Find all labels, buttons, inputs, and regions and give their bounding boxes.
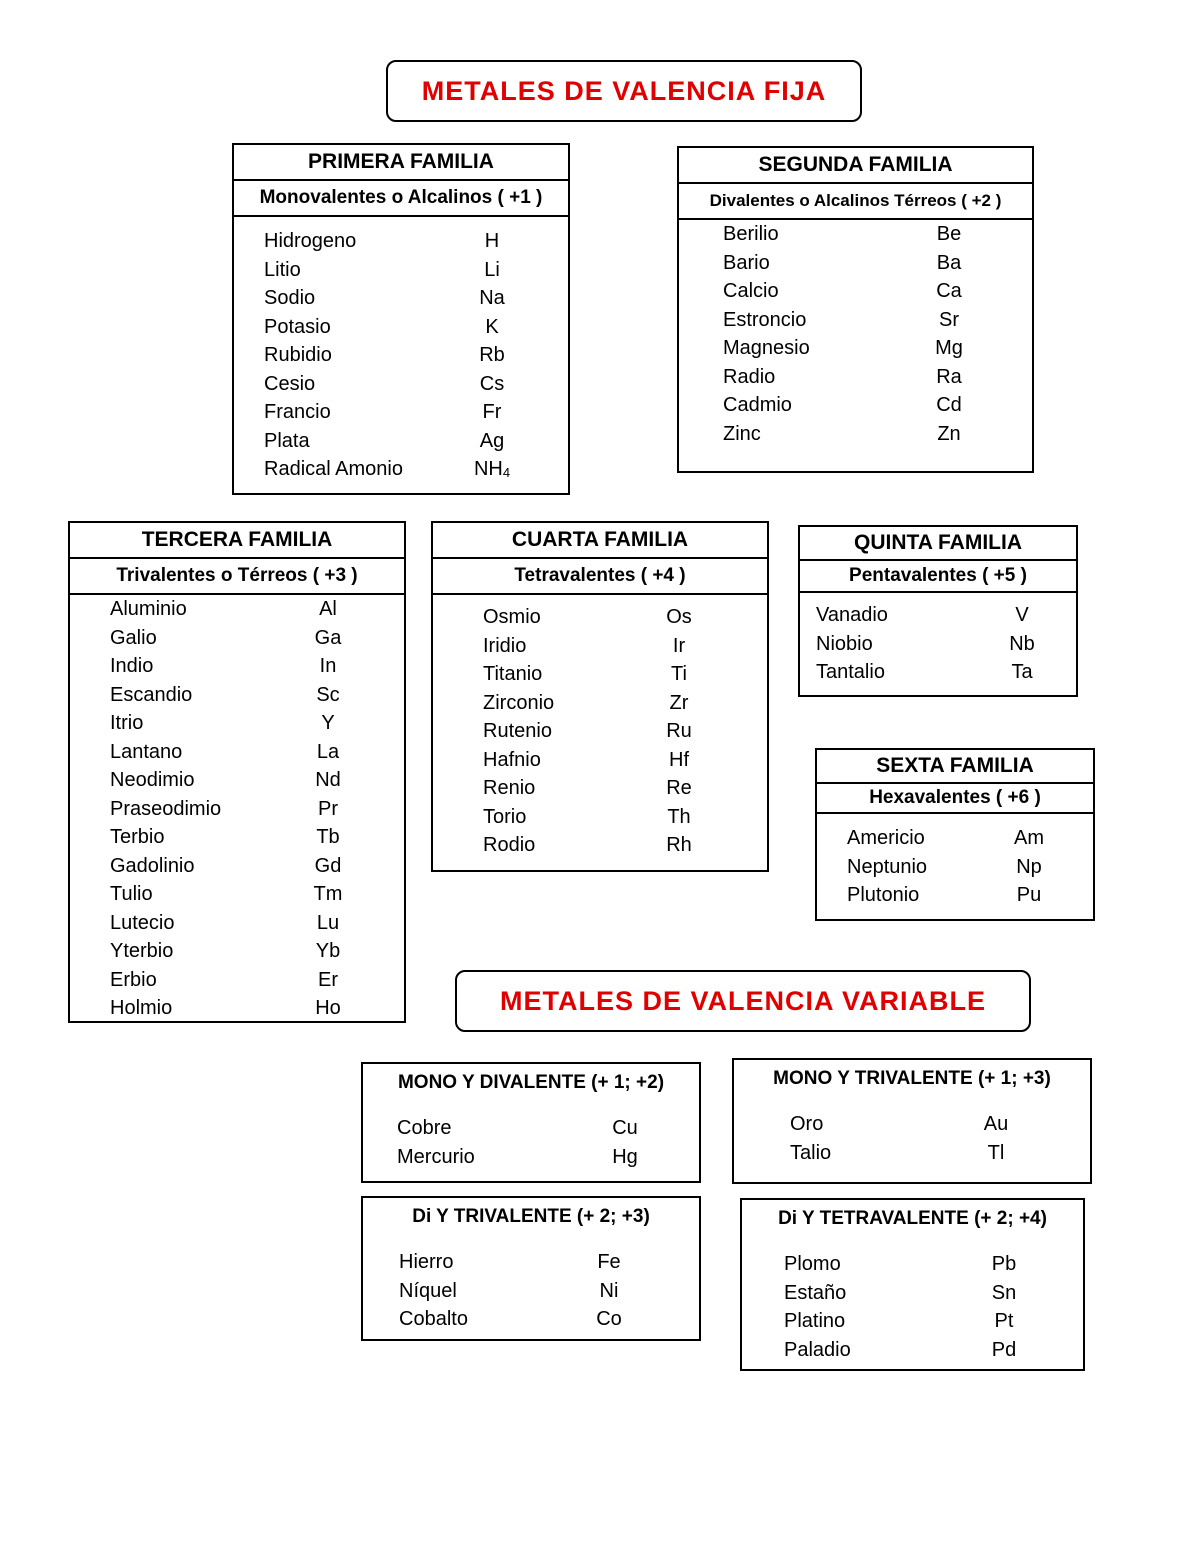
- element-symbol-text: K: [485, 315, 499, 338]
- element-symbol-text: Th: [667, 805, 691, 828]
- element-row: [817, 824, 1093, 853]
- element-symbol-text: Tb: [316, 826, 340, 848]
- element-symbol-text: Ba: [936, 251, 962, 274]
- variable-title: Di Y TRIVALENTE (+ 2; +3): [412, 1206, 650, 1227]
- element-symbol-text: Er: [318, 968, 338, 991]
- family-subtitle: Trivalentes o Térreos ( +3 ): [70, 559, 404, 595]
- element-row: [679, 277, 1032, 306]
- element-row: [363, 1143, 699, 1172]
- variable-title: Di Y TETRAVALENTE (+ 2; +4): [778, 1208, 1047, 1229]
- element-symbol-text: Sn: [991, 1281, 1017, 1304]
- element-symbol: [303, 823, 353, 852]
- element-row: [70, 966, 404, 995]
- element-symbol: [303, 681, 353, 710]
- element-row: [817, 853, 1093, 882]
- element-symbol: [467, 427, 517, 456]
- element-symbol-text: Yb: [315, 940, 341, 962]
- element-row: [70, 937, 404, 966]
- element-name: Terbio: [110, 826, 165, 848]
- element-row: [433, 803, 767, 832]
- element-row: [679, 306, 1032, 335]
- element-name: Yterbio: [110, 940, 174, 962]
- element-row: [234, 313, 568, 342]
- element-symbol-text: Zn: [937, 422, 961, 445]
- element-symbol-text: Ga: [314, 626, 342, 649]
- variable-box-di-trivalente: [361, 1196, 701, 1341]
- element-symbol: [600, 1114, 650, 1143]
- element-row: [70, 795, 404, 824]
- family-box-cuarta: [431, 521, 769, 872]
- element-name: Lutecio: [110, 911, 175, 934]
- element-symbol: [303, 709, 353, 738]
- element-row: [679, 220, 1032, 249]
- element-symbol: [971, 1110, 1021, 1139]
- element-symbol: [979, 1336, 1029, 1365]
- family-subtitle: Divalentes o Alcalinos Térreos ( +2 ): [679, 184, 1032, 220]
- element-row: [70, 652, 404, 681]
- element-row: [234, 427, 568, 456]
- element-symbol: [924, 420, 974, 449]
- element-name: Torio: [483, 805, 527, 828]
- element-symbol: [303, 909, 353, 938]
- element-symbol: [303, 766, 353, 795]
- element-name: Cobre: [397, 1117, 452, 1139]
- element-name: Titanio: [483, 663, 543, 685]
- family-title: PRIMERA FAMILIA: [234, 145, 568, 181]
- element-name: Itrio: [110, 712, 144, 734]
- element-row: [433, 660, 767, 689]
- element-row: [70, 823, 404, 852]
- element-name: Talio: [790, 1141, 832, 1164]
- element-list: [433, 595, 767, 860]
- element-symbol-text: Ni: [599, 1279, 619, 1302]
- element-row: [800, 601, 1076, 630]
- element-symbol-text: Hf: [669, 748, 689, 771]
- family-title: SEGUNDA FAMILIA: [679, 148, 1032, 184]
- element-symbol-text: Sr: [939, 308, 959, 331]
- element-symbol-text: Be: [936, 223, 962, 245]
- element-symbol: [1004, 853, 1054, 882]
- element-symbol-text: Tl: [987, 1141, 1005, 1164]
- element-symbol-text: Au: [983, 1113, 1009, 1135]
- element-symbol-text: V: [1015, 604, 1029, 626]
- element-row: [363, 1305, 699, 1334]
- family-title: QUINTA FAMILIA: [800, 527, 1076, 561]
- element-symbol: [654, 831, 704, 860]
- element-name: Estaño: [784, 1281, 847, 1304]
- element-name: Francio: [264, 401, 331, 423]
- variable-box-mono-divalente: [361, 1062, 701, 1183]
- element-symbol-text: Nd: [315, 769, 341, 791]
- element-row: [70, 766, 404, 795]
- element-list: [363, 1228, 699, 1334]
- variable-title: MONO Y DIVALENTE (+ 1; +2): [397, 1072, 665, 1093]
- element-symbol-text: Np: [1016, 855, 1042, 878]
- element-symbol: [303, 738, 353, 767]
- element-symbol: [467, 284, 517, 313]
- element-name: Niobio: [816, 632, 873, 655]
- element-row: [234, 370, 568, 399]
- element-name: Plutonio: [847, 884, 920, 906]
- family-title: TERCERA FAMILIA: [70, 523, 404, 559]
- element-symbol-text: Cu: [612, 1117, 638, 1139]
- element-name: Rodio: [483, 834, 536, 856]
- element-name: Osmio: [483, 606, 541, 628]
- element-row: [363, 1277, 699, 1306]
- element-symbol-text: Nb: [1009, 632, 1035, 655]
- element-symbol-text: Tm: [313, 883, 343, 905]
- element-row: [70, 624, 404, 653]
- element-list: [734, 1090, 1090, 1167]
- element-name: Rubidio: [264, 344, 332, 366]
- element-name: Praseodimio: [110, 797, 222, 820]
- element-row: [70, 852, 404, 881]
- element-symbol: [654, 632, 704, 661]
- element-row: [234, 341, 568, 370]
- element-symbol: [467, 455, 517, 488]
- element-symbol: [303, 652, 353, 681]
- element-name: Sodio: [264, 287, 316, 309]
- element-name: Rutenio: [483, 720, 552, 742]
- element-symbol: [303, 966, 353, 995]
- element-row: [433, 774, 767, 803]
- element-symbol-text: Pb: [991, 1253, 1017, 1275]
- element-name: Calcio: [723, 280, 779, 302]
- element-name: Litio: [264, 258, 301, 281]
- variable-box-mono-trivalente: [732, 1058, 1092, 1184]
- element-row: [433, 689, 767, 718]
- element-symbol-text: Rh: [666, 834, 692, 856]
- element-symbol: [584, 1248, 634, 1277]
- element-symbol-text: Pt: [994, 1310, 1014, 1332]
- element-row: [234, 284, 568, 313]
- element-name: Mercurio: [397, 1145, 475, 1168]
- element-name: Níquel: [399, 1279, 457, 1302]
- element-symbol: [924, 220, 974, 249]
- element-name: Renio: [483, 777, 536, 799]
- element-name: Erbio: [110, 968, 157, 991]
- element-symbol-text: Re: [666, 777, 692, 799]
- family-subtitle: Pentavalentes ( +5 ): [800, 561, 1076, 593]
- element-row: [679, 420, 1032, 449]
- banner-valencia-variable-text: METALES DE VALENCIA VARIABLE: [499, 985, 986, 1016]
- element-symbol: [924, 391, 974, 420]
- element-symbol: [1004, 824, 1054, 853]
- element-symbol-text: Al: [319, 598, 337, 620]
- element-row: [734, 1110, 1090, 1139]
- element-name: Zinc: [723, 422, 761, 445]
- element-symbol-text: Os: [666, 606, 692, 628]
- element-symbol: [584, 1305, 634, 1334]
- element-name: Zirconio: [483, 691, 555, 714]
- element-name: Vanadio: [816, 604, 888, 626]
- element-symbol: [997, 658, 1047, 687]
- element-symbol-text: Cs: [479, 372, 505, 395]
- element-name: Oro: [790, 1113, 824, 1135]
- element-symbol: [303, 880, 353, 909]
- element-symbol: [467, 398, 517, 427]
- element-name: Radical Amonio: [264, 458, 403, 480]
- element-symbol-text: Pd: [991, 1338, 1017, 1361]
- element-name: Potasio: [264, 315, 331, 338]
- element-symbol-text: Fe: [597, 1251, 621, 1273]
- element-row: [70, 709, 404, 738]
- element-symbol-subscript: 4: [502, 465, 511, 480]
- variable-box-di-tetravalente: [740, 1198, 1085, 1371]
- element-name: Plata: [264, 429, 310, 452]
- element-row: [363, 1248, 699, 1277]
- element-list: [70, 595, 404, 1023]
- element-symbol-text: H: [484, 230, 500, 252]
- element-name: Bario: [723, 251, 770, 274]
- element-name: Radio: [723, 365, 776, 388]
- element-row: [433, 603, 767, 632]
- element-symbol-text: Rb: [479, 344, 505, 366]
- element-name: Neptunio: [847, 855, 928, 878]
- element-symbol: [654, 660, 704, 689]
- element-row: [234, 256, 568, 285]
- element-row: [234, 455, 568, 484]
- element-row: [800, 630, 1076, 659]
- element-name: Plomo: [784, 1253, 841, 1275]
- element-list: [234, 217, 568, 484]
- element-name: Gadolinio: [110, 854, 195, 877]
- element-symbol: [654, 803, 704, 832]
- element-list: [817, 814, 1093, 910]
- element-name: Indio: [110, 655, 154, 677]
- element-symbol: [303, 795, 353, 824]
- element-name: Estroncio: [723, 308, 807, 331]
- element-symbol: [654, 689, 704, 718]
- element-list: [679, 220, 1032, 448]
- element-symbol: [467, 341, 517, 370]
- element-symbol-text: Zr: [669, 691, 689, 714]
- element-symbol-text: Ir: [672, 634, 686, 657]
- element-row: [70, 738, 404, 767]
- element-symbol: [924, 249, 974, 278]
- element-row: [70, 994, 404, 1023]
- element-name: Iridio: [483, 634, 527, 657]
- element-symbol-text: Gd: [314, 854, 342, 877]
- element-name: Hierro: [399, 1251, 454, 1273]
- family-subtitle: Tetravalentes ( +4 ): [433, 559, 767, 595]
- element-symbol-text: Ra: [936, 365, 962, 388]
- element-symbol: [303, 624, 353, 653]
- element-symbol-text: Fr: [482, 401, 502, 423]
- element-row: [70, 909, 404, 938]
- element-symbol-text: NH: [473, 458, 503, 480]
- element-symbol-text: Co: [596, 1308, 622, 1330]
- element-list: [800, 593, 1076, 687]
- element-symbol: [997, 630, 1047, 659]
- element-symbol-text: In: [319, 655, 337, 677]
- element-symbol: [467, 256, 517, 285]
- element-row: [817, 881, 1093, 910]
- element-row: [433, 632, 767, 661]
- element-symbol-text: Sc: [316, 683, 340, 706]
- element-name: Cobalto: [399, 1308, 468, 1330]
- element-symbol: [971, 1139, 1021, 1168]
- element-symbol-text: Ho: [315, 997, 341, 1019]
- element-symbol-text: Ti: [671, 663, 687, 685]
- element-symbol-text: Cd: [936, 394, 962, 416]
- element-symbol-text: Hg: [612, 1145, 638, 1168]
- element-symbol-text: Pr: [318, 797, 338, 820]
- element-name: Holmio: [110, 997, 173, 1019]
- element-name: Escandio: [110, 683, 193, 706]
- element-row: [742, 1307, 1083, 1336]
- element-symbol: [584, 1277, 634, 1306]
- element-symbol-text: Y: [321, 712, 335, 734]
- element-symbol-text: Ta: [1011, 661, 1033, 683]
- element-row: [679, 363, 1032, 392]
- element-row: [363, 1114, 699, 1143]
- element-row: [234, 227, 568, 256]
- element-symbol: [303, 595, 353, 624]
- family-subtitle: Monovalentes o Alcalinos ( +1 ): [234, 181, 568, 217]
- element-row: [433, 717, 767, 746]
- element-name: Neodimio: [110, 769, 195, 791]
- element-symbol: [467, 227, 517, 256]
- element-symbol: [303, 852, 353, 881]
- element-name: Lantano: [110, 740, 183, 763]
- family-box-tercera: [68, 521, 406, 1023]
- element-symbol: [979, 1279, 1029, 1308]
- element-row: [679, 249, 1032, 278]
- element-symbol: [997, 601, 1047, 630]
- element-name: Cesio: [264, 372, 316, 395]
- family-box-segunda: [677, 146, 1034, 473]
- element-row: [742, 1250, 1083, 1279]
- element-symbol: [467, 313, 517, 342]
- banner-valencia-fija-text: METALES DE VALENCIA FIJA: [421, 75, 827, 106]
- element-row: [433, 831, 767, 860]
- variable-title: MONO Y TRIVALENTE (+ 1; +3): [773, 1068, 1051, 1089]
- family-box-primera: [232, 143, 570, 495]
- element-symbol: [654, 746, 704, 775]
- family-subtitle: Hexavalentes ( +6 ): [817, 784, 1093, 814]
- element-symbol-text: Ag: [479, 429, 505, 452]
- element-symbol-text: Ca: [936, 280, 962, 302]
- element-row: [70, 681, 404, 710]
- element-name: Berilio: [723, 223, 779, 245]
- element-name: Cadmio: [723, 394, 792, 416]
- family-title: CUARTA FAMILIA: [433, 523, 767, 559]
- element-list: [363, 1094, 699, 1171]
- element-name: Tulio: [110, 883, 153, 905]
- family-box-sexta: [815, 748, 1095, 921]
- element-row: [433, 746, 767, 775]
- family-box-quinta: [798, 525, 1078, 697]
- element-name: Tantalio: [816, 661, 885, 683]
- element-symbol-text: Pu: [1016, 884, 1042, 906]
- element-name: Platino: [784, 1310, 846, 1332]
- element-symbol: [979, 1250, 1029, 1279]
- element-name: Hidrogeno: [264, 230, 357, 252]
- element-symbol-text: Lu: [316, 911, 340, 934]
- element-row: [234, 398, 568, 427]
- element-list: [742, 1230, 1083, 1364]
- element-row: [70, 880, 404, 909]
- element-symbol-text: Am: [1014, 827, 1044, 849]
- element-symbol: [467, 370, 517, 399]
- element-symbol-text: Na: [479, 287, 505, 309]
- element-symbol-text: Mg: [935, 337, 963, 359]
- element-symbol: [924, 277, 974, 306]
- element-row: [679, 334, 1032, 363]
- element-row: [70, 595, 404, 624]
- element-symbol: [924, 363, 974, 392]
- element-symbol: [979, 1307, 1029, 1336]
- banner-valencia-fija: [386, 60, 862, 122]
- element-symbol-text: La: [316, 740, 340, 763]
- element-symbol: [303, 937, 353, 966]
- element-symbol: [654, 774, 704, 803]
- element-symbol: [654, 717, 704, 746]
- element-symbol: [654, 603, 704, 632]
- element-name: Hafnio: [483, 748, 541, 771]
- element-row: [800, 658, 1076, 687]
- element-symbol-text: Ru: [666, 720, 692, 742]
- element-name: Aluminio: [110, 598, 187, 620]
- element-row: [679, 391, 1032, 420]
- banner-valencia-variable: [455, 970, 1031, 1032]
- element-symbol-text: Li: [484, 258, 500, 281]
- element-symbol: [924, 334, 974, 363]
- element-row: [734, 1139, 1090, 1168]
- element-row: [742, 1279, 1083, 1308]
- element-symbol: [924, 306, 974, 335]
- element-name: Americio: [847, 827, 925, 849]
- element-name: Paladio: [784, 1338, 851, 1361]
- element-name: Galio: [110, 626, 157, 649]
- element-name: Magnesio: [723, 337, 810, 359]
- element-symbol: [1004, 881, 1054, 910]
- element-row: [742, 1336, 1083, 1365]
- element-symbol: [303, 994, 353, 1023]
- element-symbol: [600, 1143, 650, 1172]
- family-title: SEXTA FAMILIA: [817, 750, 1093, 784]
